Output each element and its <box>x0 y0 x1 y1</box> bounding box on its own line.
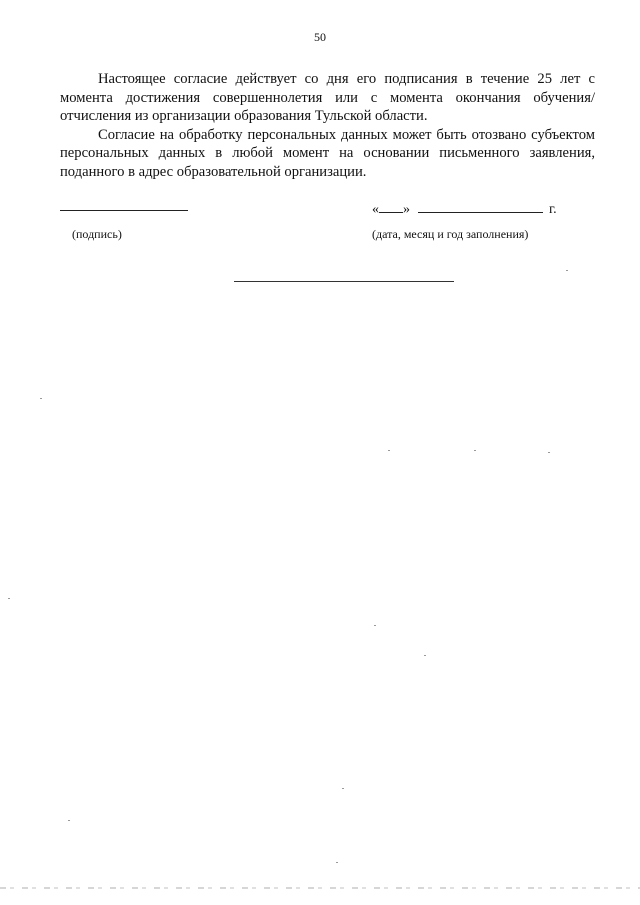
signature-caption: (подпись) <box>72 227 122 241</box>
year-suffix: г. <box>549 202 557 217</box>
quote-open: « <box>372 202 379 217</box>
scan-speck <box>8 598 10 599</box>
scan-speck <box>548 452 550 453</box>
quote-close: » <box>403 202 410 217</box>
section-separator <box>234 281 454 282</box>
paragraph-revocation: Согласие на обработку персональных данных может быть отозвано субъектом персональных данных в любой момент на основании письменного заявления, поданного в адрес образовательной организации. <box>60 126 595 180</box>
day-blank <box>379 200 403 213</box>
date-fill-line <box>372 200 557 218</box>
scan-speck <box>342 788 344 789</box>
document-body <box>60 70 595 181</box>
scan-speck <box>388 450 390 451</box>
scan-speck <box>40 398 42 399</box>
page-number: 50 <box>314 30 326 44</box>
scan-speck <box>374 625 376 626</box>
scan-speck <box>474 450 476 451</box>
scan-speck <box>566 270 568 271</box>
scan-speck <box>68 820 70 821</box>
scan-speck <box>424 655 426 656</box>
date-caption: (дата, месяц и год заполнения) <box>372 227 529 241</box>
month-year-blank <box>418 200 543 213</box>
signature-line <box>60 210 188 211</box>
scan-speck <box>336 862 338 863</box>
paragraph-validity-term: Настоящее согласие действует со дня его подписания в течение 25 лет с момента достижения совершеннолетия или с момента окончания обучения/отчисления из организации образования Тульской области. <box>60 71 595 124</box>
scan-edge-noise <box>0 887 640 889</box>
